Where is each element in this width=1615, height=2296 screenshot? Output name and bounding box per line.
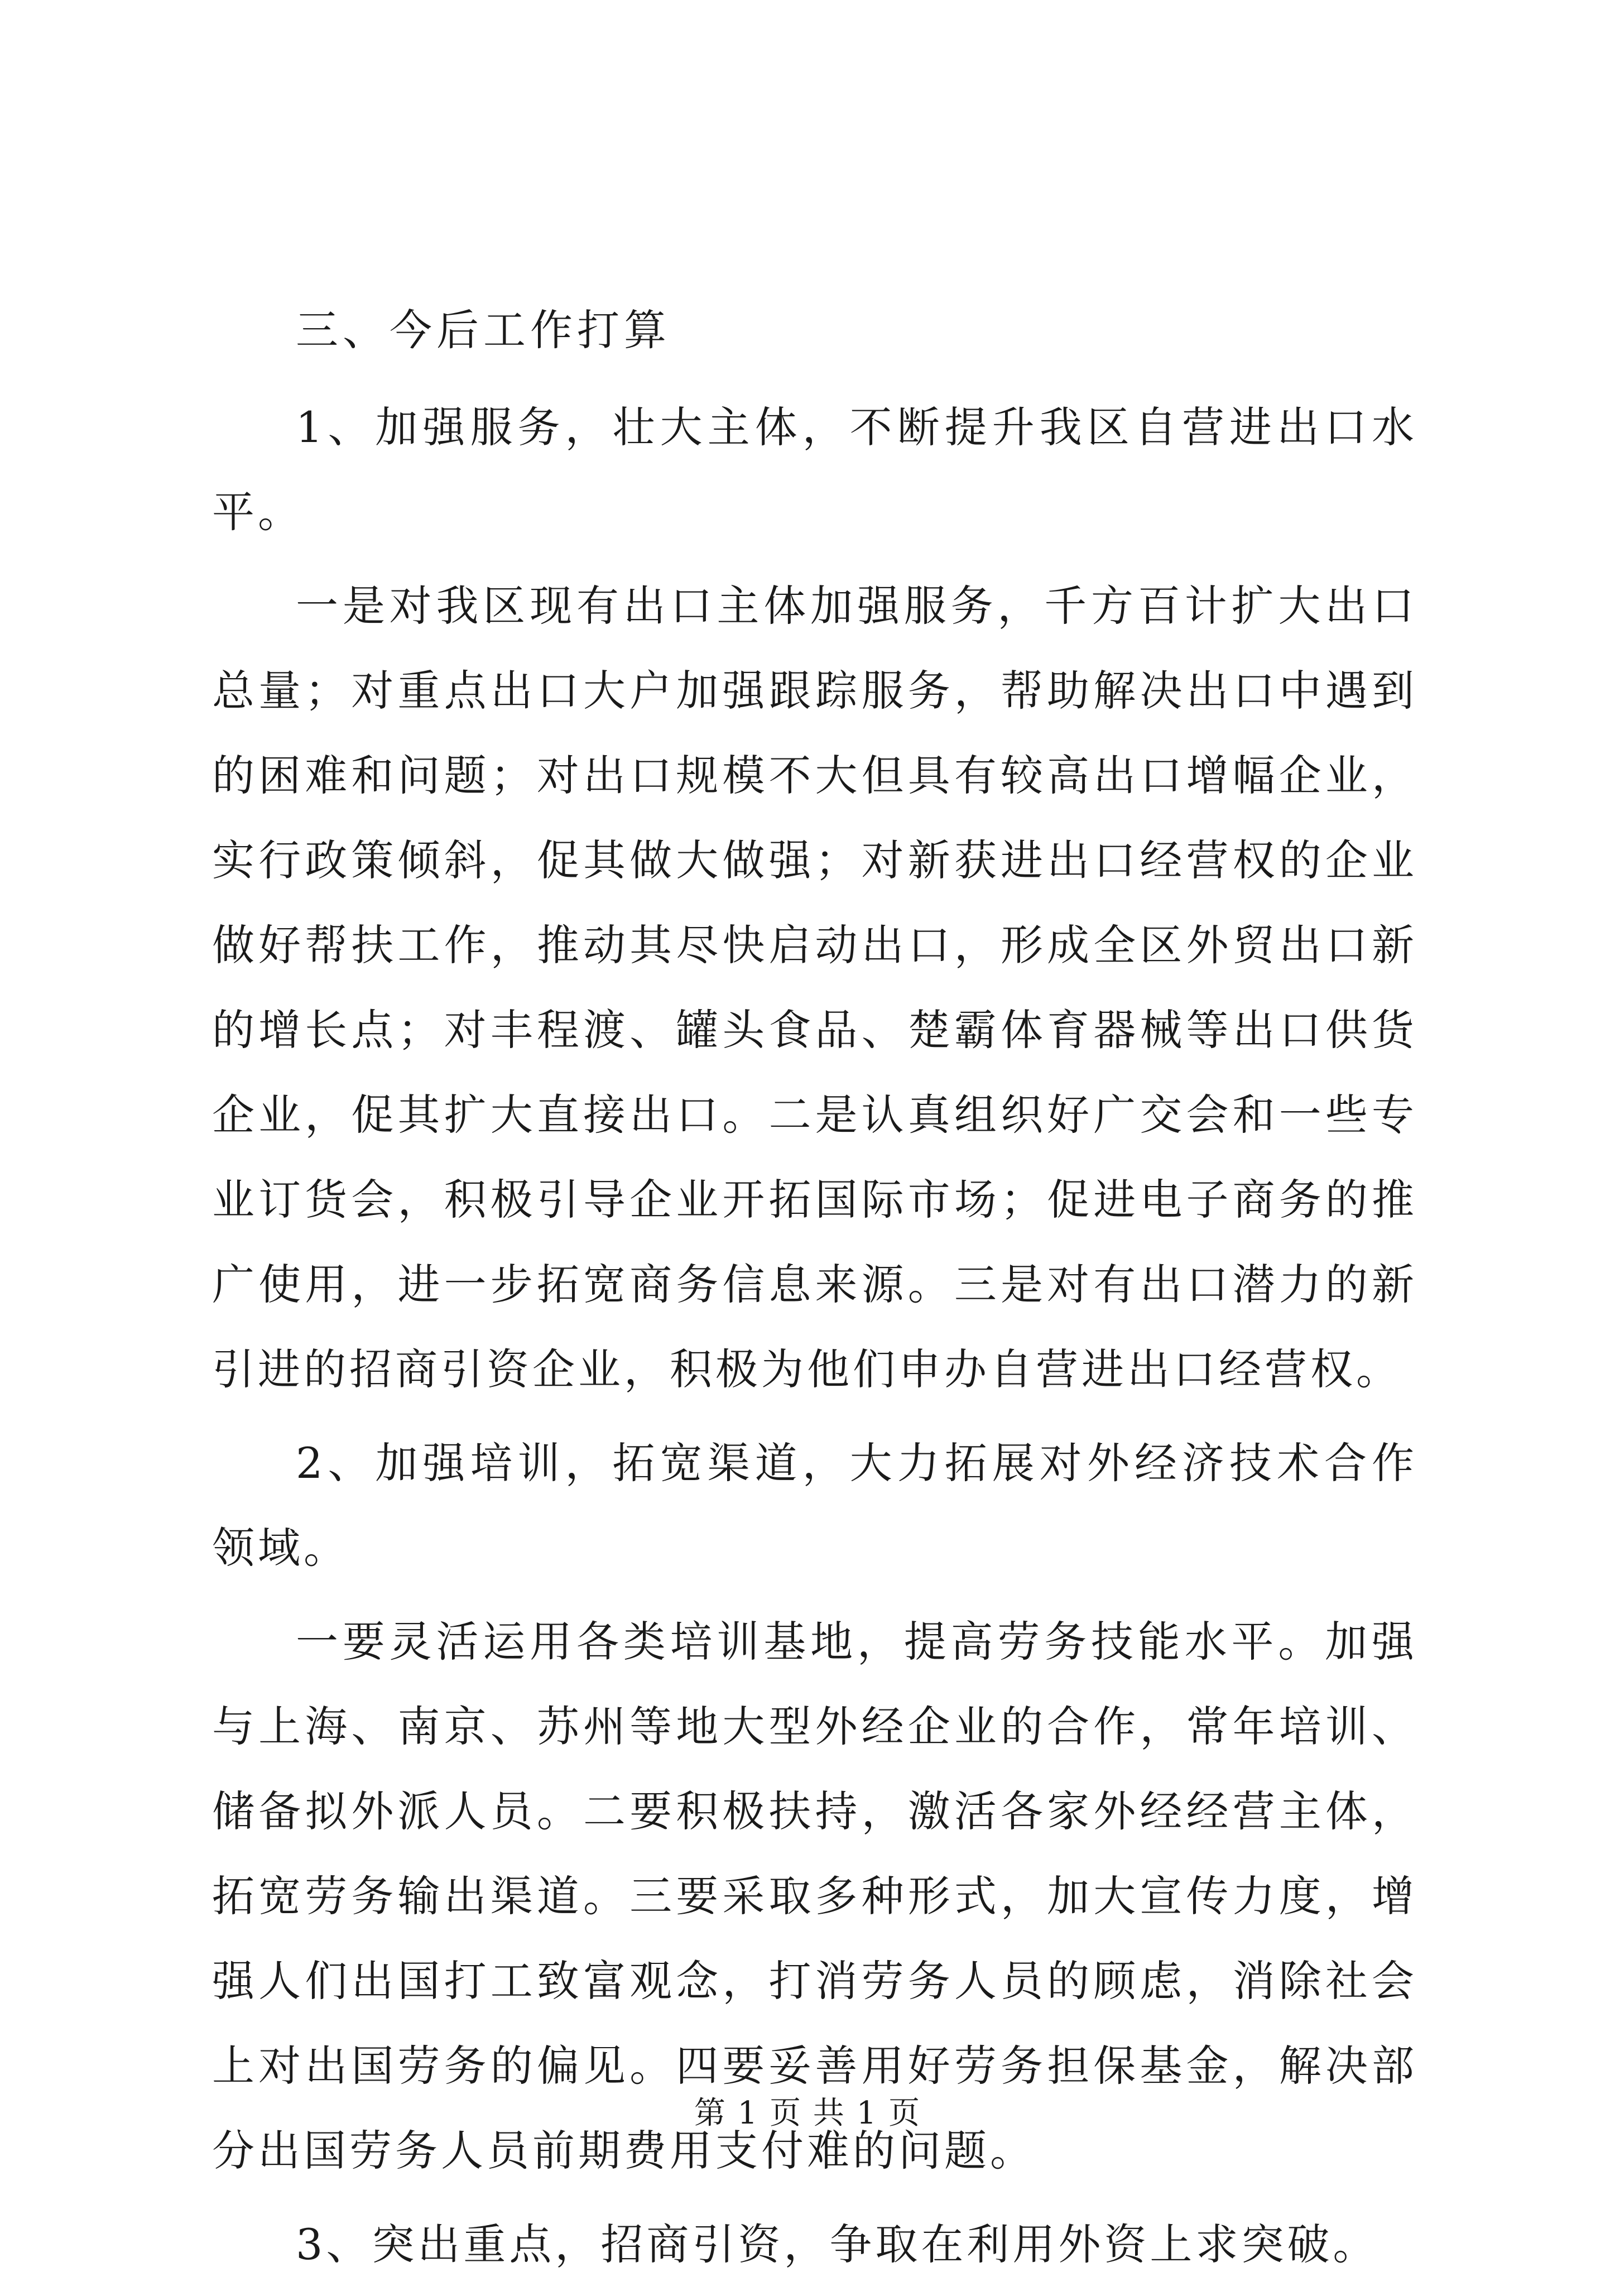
body-paragraph: 一要灵活运用各类培训基地，提高劳务技能水平。加强与上海、南京、苏州等地大型外经企业的合作，常年培训、储备拟外派人员。二要积极扶持，激活各家外经经营主体，拓宽劳务输出渠道。三要采取多种形式，加大宣传力度，增强人们出国打工致富观念，打消劳务人员的顾虑，消除社会上对出国劳务的偏见。四要妥善用好劳务担保基金，解决部分出国劳务人员前期费用支付难的问题。 xyxy=(212,1617,1417,2175)
section-heading: 三、今后工作打算 xyxy=(296,305,671,355)
list-item-heading: 2、加强培训，拓宽渠道，大力拓展对外经济技术合作领域。 xyxy=(212,1438,1417,1573)
list-item-heading: 1、加强服务，壮大主体，不断提升我区自营进出口水平。 xyxy=(212,402,1417,537)
list-item-heading: 3、突出重点，招商引资，争取在利用外资上求突破。 xyxy=(296,2220,1379,2269)
page-footer: 第 1 页 共 1 页 xyxy=(694,2095,921,2131)
document-body xyxy=(212,301,1417,2296)
body-paragraph: 一是对我区现有出口主体加强服务，千方百计扩大出口总量；对重点出口大户加强跟踪服务，帮助解决出口中遇到的困难和问题；对出口规模不大但具有较高出口增幅企业，实行政策倾斜，促其做大做强；对新获进出口经营权的企业做好帮扶工作，推动其尽快启动出口，形成全区外贸出口新的增长点；对丰程渡、罐头食品、楚霸体育器械等出口供货企业，促其扩大直接出口。二是认真组织好广交会和一些专业订货会，积极引导企业开拓国际市场；促进电子商务的推广使用，进一步拓宽商务信息来源。三是对有出口潜力的新引进的招商引资企业，积极为他们申办自营进出口经营权。 xyxy=(212,581,1417,1394)
